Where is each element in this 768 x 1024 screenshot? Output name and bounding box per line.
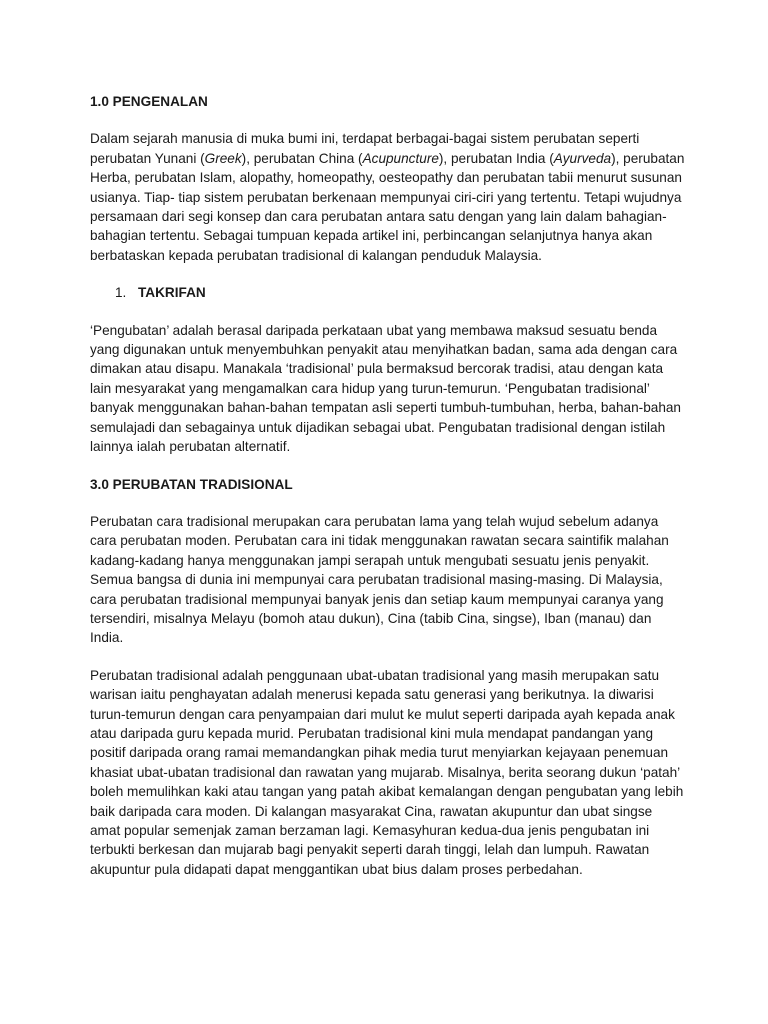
paragraph-perubatan-2: Perubatan tradisional adalah penggunaan ubat-ubatan tradisional yang masih merupakan satu warisan iaitu penghayatan adalah menerusi kepada satu generasi yang berikutnya. Ia diwarisi turun-temurun dengan cara penyampaian dari mulut ke mulut seperti daripada ayah kepada anak atau daripada guru kepada murid. Perubatan tradisional kini mula mendapat pandangan yang positif daripada orang ramai memandangkan pihak media turut menyiarkan kejayaan penemuan khasiat ubat-ubatan tradisional dan rawatan yang mujarab. Misalnya, berita seorang dukun ‘patah’ boleh memulihkan kaki atau tangan yang patah akibat kemalangan dengan pengubatan yang lebih baik daripada cara moden. Di kalangan masyarakat Cina, rawatan akupuntur dan ubat singse amat popular semenjak zaman berzaman lagi. Kemasyhuran kedua-dua jenis pengubatan ini terbukti berkesan dan mujarab bagi penyakit seperti darah tinggi, lelah dan lumpuh. Rawatan akupuntur pula didapati dapat menggantikan ubat bius dalam proses perbedahan. [90,667,684,877]
spacer [90,648,686,666]
section-heading-perubatan-tradisional: 3.0 PERUBATAN TRADISIONAL [90,476,293,492]
numbered-heading-takrifan [90,283,686,302]
spacer [90,265,686,283]
italic-term-acupuncture: Acupuncture [362,150,439,166]
spacer [90,457,686,475]
list-number: 1. [115,285,127,301]
section-heading-takrifan: TAKRIFAN [138,285,206,301]
italic-term-ayurveda: Ayurveda [553,150,612,166]
spacer [90,111,686,129]
paragraph-text: Dalam sejarah manusia di muka bumi ini, terdapat berbagai-bagai sistem perubatan seperti perubatan Yunani ( [90,131,640,166]
paragraph-text: ), perubatan India ( [438,150,554,166]
italic-term-greek: Greek [204,150,242,166]
document-page [90,92,686,879]
section-heading-pengenalan: 1.0 PENGENALAN [90,94,208,109]
paragraph-perubatan-1: Perubatan cara tradisional merupakan cara perubatan lama yang telah wujud sebelum adanya cara perubatan moden. Perubatan cara ini tidak menggunakan rawatan secara saintifik malahan kadang-kadang hanya menggunakan jampi serapah untuk mengubati sesuatu jenis penyakit. Semua bangsa di dunia ini mempunyai cara perubatan tradisional masing-masing. Di Malaysia, cara perubatan tradisional mempunyai banyak jenis dan setiap kaum mempunyai caranya yang tersendiri, misalnya Melayu (bomoh atau dukun), Cina (tabib Cina, singse), Iban (manau) dan India. [90,513,669,646]
spacer [90,494,686,512]
paragraph-takrifan: ‘Pengubatan’ adalah berasal daripada perkataan ubat yang membawa maksud sesuatu benda yang digunakan untuk menyembuhkan penyakit atau menyihatkan badan, sama ada dengan cara dimakan atau disapu. Manakala ‘tradisional’ pula bermaksud bercorak tradisi, atau dengan kata lain mesyarakat yang mengamalkan cara hidup yang turun-temurun. ‘Pengubatan tradisional’ banyak menggunakan bahan-bahan tempatan asli seperti tumbuh-tumbuhan, herba, bahan-bahan semulajadi dan sebagainya untuk dijadikan sebagai ubat. Pengubatan tradisional dengan istilah lainnya ialah perubatan alternatif. [90,322,681,455]
paragraph-text: ), perubatan Herba, perubatan Islam, alopathy, homeopathy, oesteopathy dan perubatan tabii menurut susunan usianya. Tiap- tiap sistem perubatan berkenaan mempunyai ciri-ciri yang tertentu. Tetapi wujudnya persamaan dari segi konsep dan cara perubatan antara satu dengan yang lain dalam bahagian-bahagian tertentu. Sebagai tumpuan kepada artikel ini, perbincangan selanjutnya hanya akan berbataskan kepada perubatan tradisional di kalangan penduduk Malaysia. [90,150,685,263]
spacer [90,303,686,321]
paragraph-pengenalan [90,129,686,265]
paragraph-text: ), perubatan China ( [241,150,363,166]
